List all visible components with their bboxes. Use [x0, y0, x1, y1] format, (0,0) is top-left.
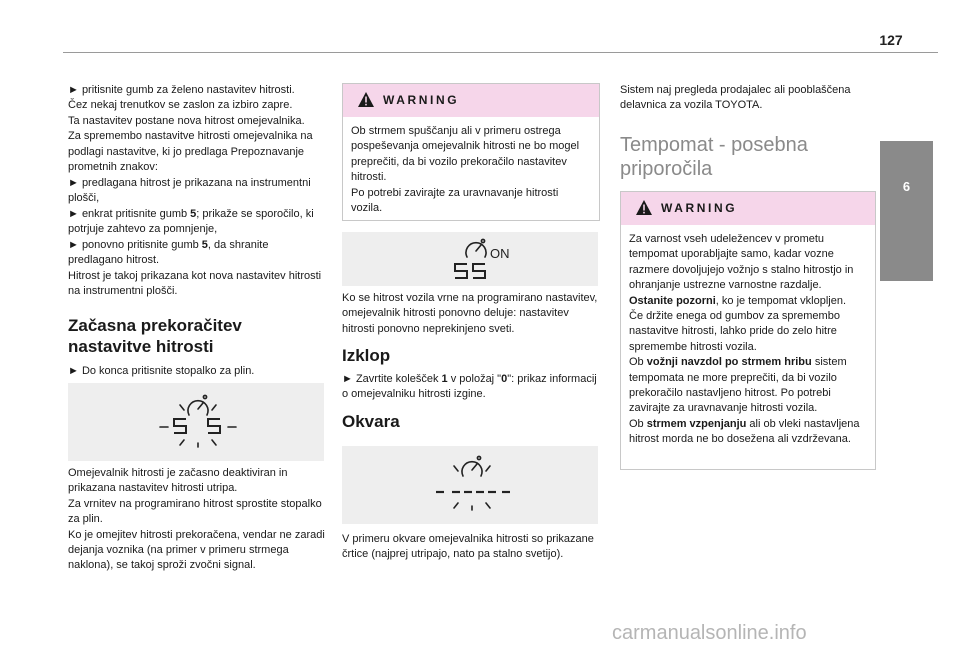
warning-header: [343, 84, 599, 117]
warning-title: WARNING: [383, 93, 460, 107]
intro-text: ► pritisnite gumb za želeno nastavitev hitrosti. Čez nekaj trenutkov se zaslon za izbiro zapre. Ta nastavitev postane nova hitrost omejevalnika. Za spremembo nastavitve hitrosti omejevalnika na podlagi nastavitve, ki jo predlaga Prepoznavanje prometnih znakov:: [68, 84, 313, 174]
warning-body: Za varnost vseh udeležencev v prometu tempomat uporabljajte samo, kadar vozne razmere dovoljujejo vožnjo s stalno hitrostjo in ohranjanje ustrezne varnostne razdalje. Ostanite pozorni, ko je tempomat vklopljen. Če držite enega od gumbov za spremembo nastavitve hitrosti, lahko pride do zelo hitre spremembe hitrosti vozila. Ob vožnji navzdol po strmem hribu sistem tempomata ne more preprečiti, da bi vozilo prekoračilo nastavljeno hitrost. Po potrebi zavirajte za uravnavanje hitrosti vozila. Ob strmem vzpenjanju ali ob vleki nastavljena hitrost morda ne bo dosežena ali vzdrževana.: [629, 233, 860, 446]
warning-triangle-icon: [635, 199, 653, 216]
chapter-number: 6: [902, 179, 911, 194]
display-panel-on: [342, 232, 598, 286]
outro-text: Hitrost je takoj prikazana kot nova nastavitev hitrosti na instrumentni plošči.: [68, 270, 322, 298]
warning-header: [621, 192, 875, 225]
after-on-text: Ko se hitrost vozila vrne na programirano nastavitev, omejevalnik hitrosti ponovno deluje: nastavitev hitrosti ponovno neprekinjeno sveti.: [342, 292, 598, 335]
chapter-label: Vožnja: [911, 362, 926, 402]
speedometer-on-icon: [447, 236, 517, 284]
step-suggested-speed: ► predlagana hitrost je prikazana na instrumentni plošči,: [68, 177, 311, 205]
warning-box-limiter: [342, 83, 600, 221]
step-press-once: ► enkrat pritisnite gumb 5; prikaže se sporočilo, ki potrjuje zahtevo za pomnjenje,: [68, 208, 314, 236]
on-label: ON: [490, 246, 510, 261]
after-fault-text: V primeru okvare omejevalnika hitrosti so prikazane črtice (najprej utripajo, nato pa stalno svetijo).: [342, 533, 594, 561]
warning-body: Ob strmem spuščanju ali v primeru ostrega pospeševanja omejevalnik hitrosti ne bo mogel preprečiti, da bi vozilo prekoračilo nastavitev hitrosti. Po potrebi zavirajte za uravnavanje hitrosti vozila.: [351, 125, 580, 215]
warning-box-cruise: [620, 191, 876, 470]
step-press-accelerator: ► Do konca pritisnite stopalko za plin.: [68, 365, 255, 377]
page-number: 127: [879, 32, 903, 48]
section-heading-fault: Okvara: [342, 412, 400, 431]
section-heading-cruise-control: Tempomat - posebna priporočila: [620, 134, 808, 180]
step-turn-dial: ► Zavrtite kolešček 1 v položaj "0": prikaz informacij o omejevalniku hitrosti izgine.: [342, 373, 597, 401]
chapter-tab[interactable]: [880, 141, 933, 402]
section-heading-temporary-exceed: Začasna prekoračitev nastavitve hitrosti: [68, 316, 242, 356]
top-rule: [63, 52, 938, 53]
display-panel-exceeded: [68, 383, 324, 461]
speedometer-fault-icon: [432, 452, 512, 516]
speedometer-blink-icon: [158, 391, 238, 453]
step-press-again: ► ponovno pritisnite gumb 5, da shranite predlagano hitrost.: [68, 239, 269, 267]
after-exceed-text: Omejevalnik hitrosti je začasno deaktiviran in prikazana nastavitev hitrosti utripa. Za vrnitev na programirano hitrost sprostite stopalko za plin. Ko je omejitev hitrosti prekoračena, vendar ne zaradi dejanja voznika (na primer v primeru strmega naklona), se takoj sproži zvočni signal.: [68, 467, 325, 572]
dealer-check-text: Sistem naj pregleda prodajalec ali pooblaščena delavnica za vozila TOYOTA.: [620, 84, 851, 112]
warning-triangle-icon: [357, 91, 375, 108]
watermark: carmanualsonline.info: [612, 622, 807, 644]
warning-title: WARNING: [661, 201, 738, 215]
display-panel-fault: [342, 446, 598, 524]
section-heading-off: Izklop: [342, 346, 391, 365]
